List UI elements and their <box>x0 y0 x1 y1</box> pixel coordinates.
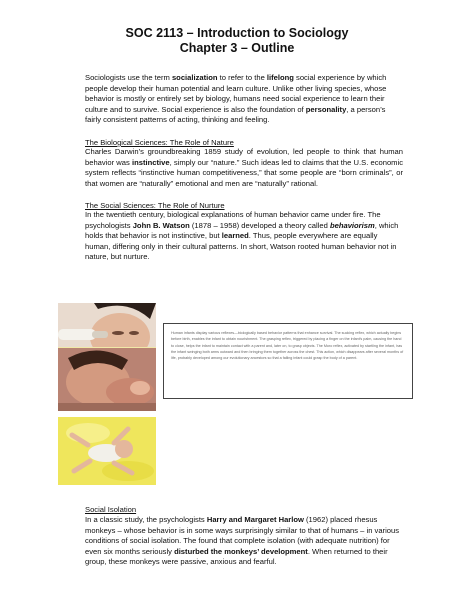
nurture-heading: The Social Sciences: The Role of Nurture <box>85 201 225 210</box>
term-instinctive: instinctive <box>132 157 170 167</box>
term-learned: learned <box>221 231 249 241</box>
name-harlows: Harry and Margaret Harlow <box>206 515 304 524</box>
term-disturbed-development: disturbed the monkeys’ development <box>174 546 308 556</box>
intro-paragraph: Sociologists use the term socialization to refer to the lifelong social experience by which people develop their human potential and learn culture. Unlike other living species, whose behavior is mostly or entirely set by biology, humans need social experience to learn their culture and to survive. Social experience is also the foundation of personality, a person’s fairly consistent patterns of acting, thinking and feeling. <box>85 73 387 125</box>
course-title: SOC 2113 – Introduction to Sociology <box>125 26 349 40</box>
nurture-paragraph: In the twentieth century, biological explanations of human behavior came under fire. The psychologists John B. Watson (1878 – 1958) developed a theory called behaviorism, which holds that behavior is not instinctive, but learned. Thus, people everywhere are equally human, differing only in their cultural patterns. In short, Watson rooted human behavior not in nature, but nurture. <box>85 210 399 262</box>
term-behaviorism: behaviorism <box>329 220 375 230</box>
photo-infant-grasping-reflex <box>58 348 156 411</box>
figure-caption: Human infants display various reflexes—biologically based behavior patterns that enhance survival. The sucking reflex, which actually begins before birth, enables the infant to obtain nourishment. The grasping reflex, triggered by placing a finger on the infant's palm, causing the hand to close, helps the infant to maintain contact with a parent and, later on, to grasp objects. The Moro reflex, activated by startling the infant, has the infant swinging both arms outward and then bringing them together across the chest. This action, which disappears after several months of life, probably developed among our evolutionary ancestors so that a falling infant could grasp the body of a parent. <box>171 331 404 361</box>
photo-infant-moro-reflex <box>58 417 156 485</box>
isolation-paragraph: In a classic study, the psychologists Harry and Margaret Harlow (1962) placed rhesus monkeys – whose behavior is in some ways surprisingly similar to that of humans – in various conditions of social isolation. The found that complete isolation (with adequate nutrition) for even six months seriously disturbed the monkeys’ development. When returned to their group, these monkeys were passive, anxious and fearful. <box>85 515 400 567</box>
name-john-watson: John B. Watson <box>132 220 190 230</box>
term-lifelong: lifelong <box>266 73 294 82</box>
isolation-heading: Social Isolation <box>85 505 137 514</box>
term-personality: personality <box>305 104 347 114</box>
term-socialization: socialization <box>171 73 218 82</box>
figure-caption-box <box>163 323 413 399</box>
nature-paragraph: Charles Darwin’s groundbreaking 1859 study of evolution, led people to think that human behavior was instinctive, simply our “nature.” Such ideas led to claims that the U.S. economic system reflects “instinctive human competitiveness,” that some people are “born criminals”, or that women are “naturally” emotional and men are “naturally” rational. <box>85 147 403 188</box>
chapter-title: Chapter 3 – Outline <box>179 41 295 55</box>
nature-heading: The Biological Sciences: The Role of Nature <box>85 138 234 147</box>
